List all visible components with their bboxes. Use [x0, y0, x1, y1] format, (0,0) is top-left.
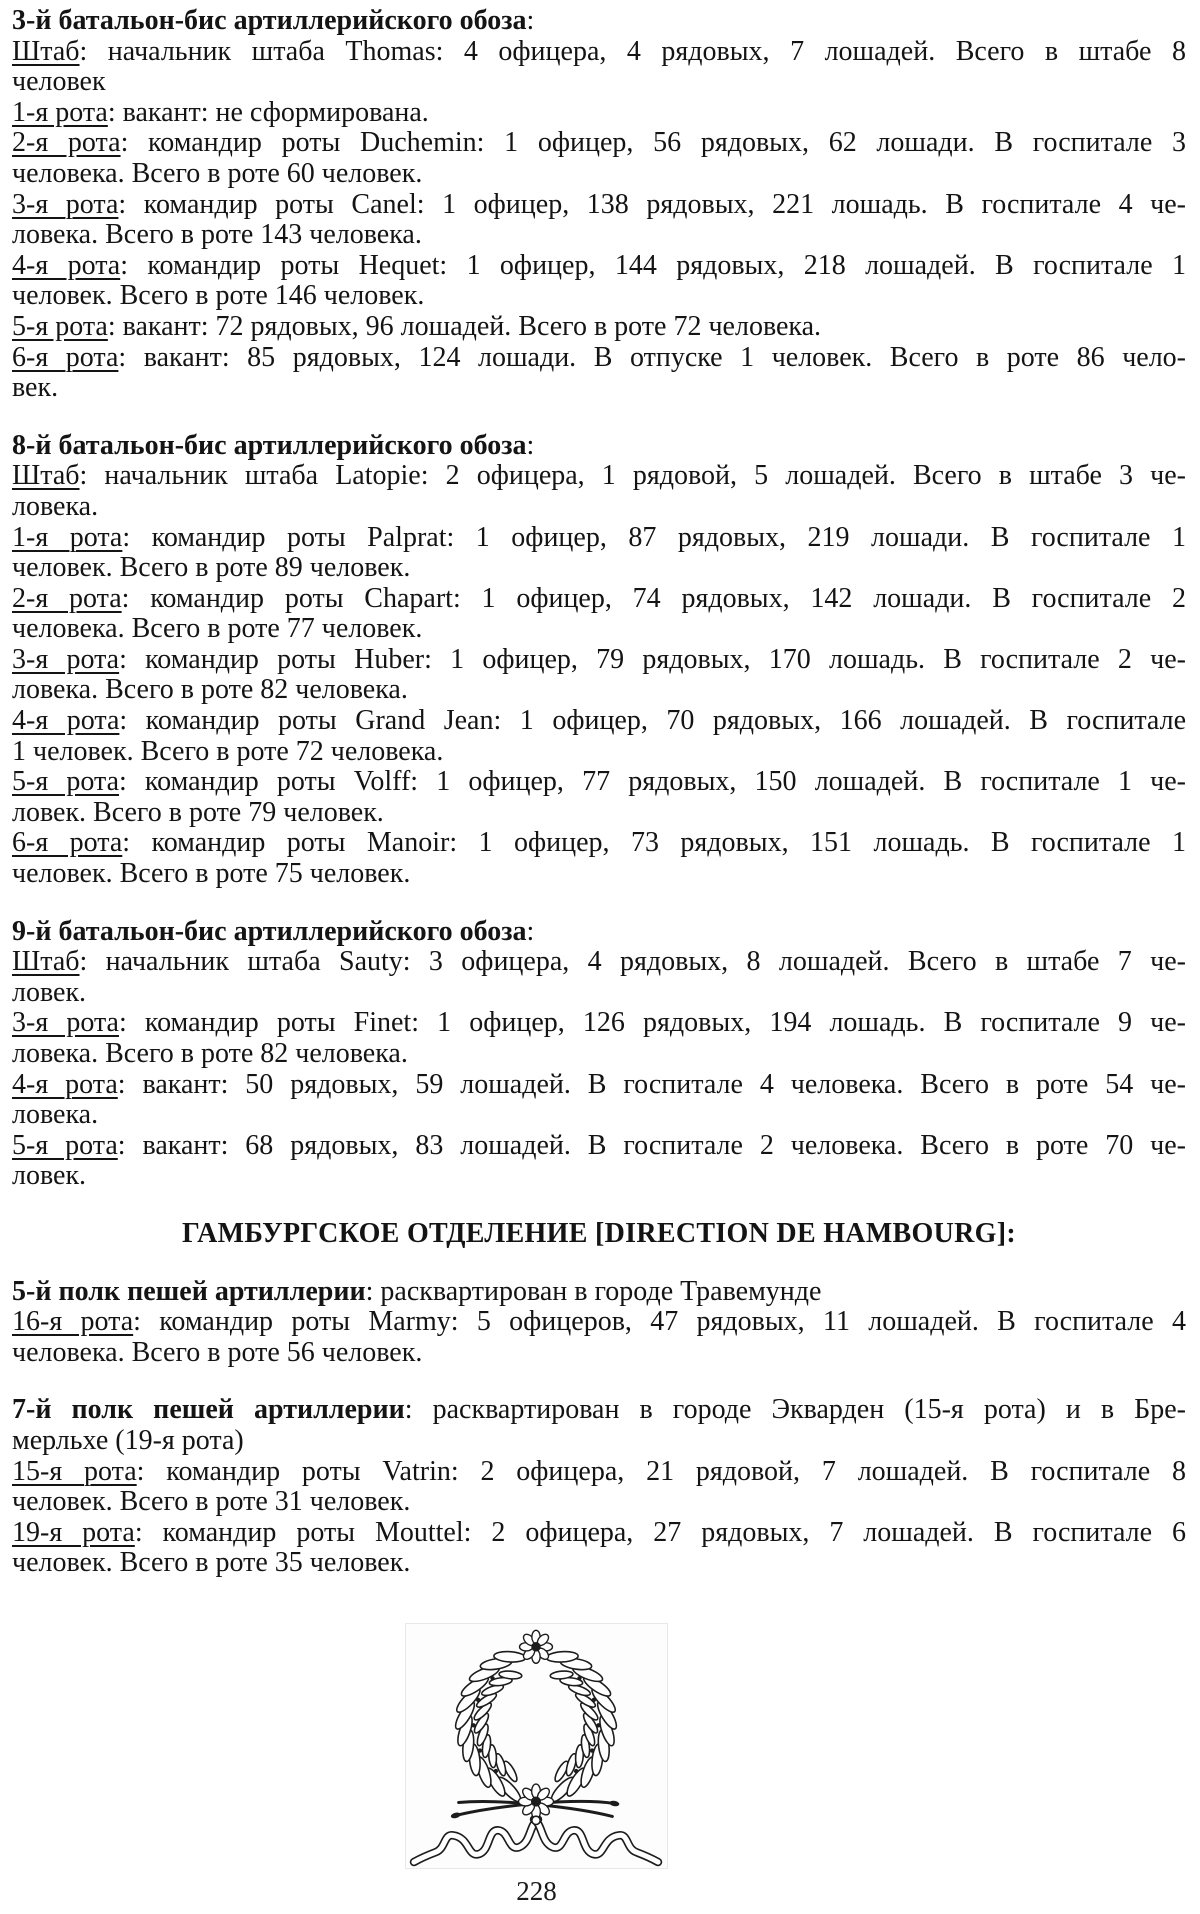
text-line: 2-я рота: командир роты Chapart: 1 офицер, 74 рядовых, 142 лошади. В госпитале 2 [12, 582, 1186, 614]
entry-lead: 6-я рота [12, 341, 119, 373]
text-line: 5-я рота: командир роты Volff: 1 офицер, 77 рядовых, 150 лошадей. В госпитале 1 че- [12, 766, 1186, 798]
roster-entry-paragraph [12, 251, 1186, 312]
roster-entry-paragraph [12, 828, 1186, 889]
entry-lead: 4-я рота [12, 1068, 118, 1100]
text-line: 5-я рота: вакант: 68 рядовых, 83 лошадей. В госпитале 2 человека. Всего в роте 70 че- [12, 1129, 1186, 1161]
roster-entry-paragraph [12, 128, 1186, 189]
text-line: ловек. [12, 1160, 87, 1192]
text-line: человека. Всего в роте 56 человек. [12, 1336, 423, 1368]
unit-title-lead: 7-й полк пешей артиллерии [12, 1394, 405, 1426]
laurel-wreath-icon [406, 1624, 667, 1868]
entry-lead: 2-я рота [12, 127, 121, 159]
text-line: 8-й батальон-бис артиллерийского обоза: [12, 429, 535, 461]
entry-lead: 4-я рота [12, 249, 121, 281]
text-line: 9-й батальон-бис артиллерийского обоза: [12, 915, 535, 947]
unit-title-lead: 5-й полк пешей артиллерии [12, 1275, 366, 1307]
entry-lead: Штаб [12, 460, 80, 492]
page-footer [405, 1623, 668, 1905]
text-line: человек. Всего в роте 146 человек. [12, 280, 425, 312]
wreath-emblem [405, 1623, 668, 1869]
text-line: мерльхе (19-я рота) [12, 1424, 244, 1456]
roster-entry-paragraph [12, 1070, 1186, 1131]
entry-lead: 3-я рота [12, 1007, 119, 1039]
text-line: ловека. [12, 490, 99, 522]
unit-title-lead: 8-й батальон-бис артиллерийского обоза [12, 429, 527, 461]
section-heading-centered: ГАМБУРГСКОЕ ОТДЕЛЕНИЕ [DIRECTION DE HAMBOURG]: [182, 1217, 1016, 1249]
text-line: 5-й полк пешей артиллерии: расквартирован в городе Травемунде [12, 1275, 822, 1307]
text-line: 1-я рота: вакант: не сформирована. [12, 96, 429, 128]
roster-entry-paragraph [12, 98, 1186, 129]
text-line: 7-й полк пешей артиллерии: расквартирован в городе Экварден (15-я рота) и в Бре- [12, 1394, 1186, 1426]
text-line: 6-я рота: командир роты Manoir: 1 офицер, 73 рядовых, 151 лошадь. В госпитале 1 [12, 827, 1187, 859]
text-line: ловека. Всего в роте 143 человека. [12, 219, 422, 251]
roster-entry-paragraph [12, 767, 1186, 828]
text-line: человек [12, 66, 106, 98]
unit-title-paragraph [12, 6, 1186, 37]
text-line: 6-я рота: вакант: 85 рядовых, 124 лошади. В отпуске 1 человек. Всего в роте 86 чело- [12, 341, 1187, 373]
unit-title-paragraph [12, 431, 1186, 462]
text-line: 4-я рота: командир роты Hequet: 1 офицер, 144 рядовых, 218 лошадей. В госпитале 1 [12, 249, 1186, 281]
text-line: 16-я рота: командир роты Marmy: 5 офицеров, 47 рядовых, 11 лошадей. В госпитале 4 [12, 1306, 1186, 1338]
roster-entry-paragraph [12, 1457, 1186, 1518]
text-line: ловек. [12, 976, 87, 1008]
text-line: человека. Всего в роте 60 человек. [12, 157, 423, 189]
text-line: ловека. [12, 1099, 99, 1131]
roster-entry-paragraph [12, 1307, 1186, 1368]
entry-lead: 19-я рота [12, 1516, 135, 1548]
roster-entry-paragraph [12, 1518, 1186, 1579]
text-line: ловека. Всего в роте 82 человека. [12, 1038, 408, 1069]
entry-lead: 5-я рота [12, 310, 108, 342]
unit-title-lead: 9-й батальон-бис артиллерийского обоза [12, 915, 527, 947]
text-line: 3-я рота: командир роты Canel: 1 офицер, 138 рядовых, 221 лошадь. В госпитале 4 че- [12, 188, 1186, 220]
unit-title-paragraph [12, 1277, 1186, 1308]
roster-entry-paragraph [12, 584, 1186, 645]
text-line: 3-й батальон-бис артиллерийского обоза: [12, 5, 535, 36]
entry-lead: 1-я рота [12, 96, 108, 128]
text-line: век. [12, 372, 59, 404]
entry-lead: 16-я рота [12, 1306, 134, 1338]
roster-entry-paragraph [12, 1008, 1186, 1069]
roster-entry-paragraph [12, 1131, 1186, 1192]
entry-lead: 4-я рота [12, 705, 120, 737]
roster-entry-paragraph [12, 461, 1186, 522]
text-line: Штаб: начальник штаба Latopie: 2 офицера, 1 рядовой, 5 лошадей. Всего в штабе 3 че- [12, 460, 1186, 492]
text-line: человек. Всего в роте 75 человек. [12, 858, 411, 890]
text-line: 15-я рота: командир роты Vatrin: 2 офицера, 21 рядовой, 7 лошадей. В госпитале 8 [12, 1455, 1186, 1487]
roster-entry-paragraph [12, 37, 1186, 98]
roster-entry-paragraph [12, 190, 1186, 251]
roster-entry-paragraph [12, 645, 1186, 706]
entry-lead: 3-я рота [12, 188, 119, 220]
unit-title-paragraph [12, 1395, 1186, 1456]
roster-entry-paragraph [12, 947, 1186, 1008]
entry-lead: Штаб [12, 35, 80, 67]
text-line: человек. Всего в роте 89 человек. [12, 552, 411, 584]
text-line: 2-я рота: командир роты Duchemin: 1 офицер, 56 рядовых, 62 лошади. В госпитале 3 [12, 127, 1186, 159]
text-line: 3-я рота: командир роты Finet: 1 офицер, 126 рядовых, 194 лошадь. В госпитале 9 че- [12, 1007, 1186, 1039]
text-line: ловек. Всего в роте 79 человек. [12, 796, 384, 828]
roster-entry-paragraph [12, 343, 1186, 404]
unit-title-paragraph [12, 917, 1186, 948]
page-number: 228 [516, 1875, 557, 1906]
roster-entry-paragraph [12, 706, 1186, 767]
text-line: 1 человек. Всего в роте 72 человека. [12, 735, 444, 767]
roster-entry-paragraph [12, 312, 1186, 343]
entry-lead: 5-я рота [12, 1129, 118, 1161]
entry-lead: Штаб [12, 946, 80, 978]
text-line: человек. Всего в роте 31 человек. [12, 1486, 411, 1518]
document-body [12, 6, 1186, 1579]
text-line: 5-я рота: вакант: 72 рядовых, 96 лошадей. Всего в роте 72 человека. [12, 310, 822, 342]
text-line: 4-я рота: командир роты Grand Jean: 1 офицер, 70 рядовых, 166 лошадей. В госпитале [12, 705, 1186, 737]
text-line: человек. Всего в роте 35 человек. [12, 1547, 411, 1579]
text-line: Штаб: начальник штаба Sauty: 3 офицера, 4 рядовых, 8 лошадей. Всего в штабе 7 че- [12, 946, 1186, 978]
text-line: человека. Всего в роте 77 человек. [12, 613, 423, 645]
roster-entry-paragraph [12, 523, 1186, 584]
text-line: Штаб: начальник штаба Thomas: 4 офицера, 4 рядовых, 7 лошадей. Всего в штабе 8 [12, 35, 1186, 67]
entry-lead: 15-я рота [12, 1455, 137, 1487]
entry-lead: 2-я рота [12, 582, 122, 614]
entry-lead: 6-я рота [12, 827, 123, 859]
text-line: ловека. Всего в роте 82 человека. [12, 674, 408, 706]
entry-lead: 5-я рота [12, 766, 119, 798]
entry-lead: 1-я рота [12, 521, 123, 553]
text-line: 19-я рота: командир роты Mouttel: 2 офицера, 27 рядовых, 7 лошадей. В госпитале 6 [12, 1516, 1187, 1548]
text-line: 1-я рота: командир роты Palprat: 1 офицер, 87 рядовых, 219 лошади. В госпитале 1 [12, 521, 1186, 553]
unit-title-lead: 3-й батальон-бис артиллерийского обоза [12, 5, 527, 36]
text-line: 4-я рота: вакант: 50 рядовых, 59 лошадей. В госпитале 4 человека. Всего в роте 54 че- [12, 1068, 1186, 1100]
entry-lead: 3-я рота [12, 643, 120, 675]
text-line: 3-я рота: командир роты Huber: 1 офицер, 79 рядовых, 170 лошадь. В госпитале 2 че- [12, 643, 1187, 675]
